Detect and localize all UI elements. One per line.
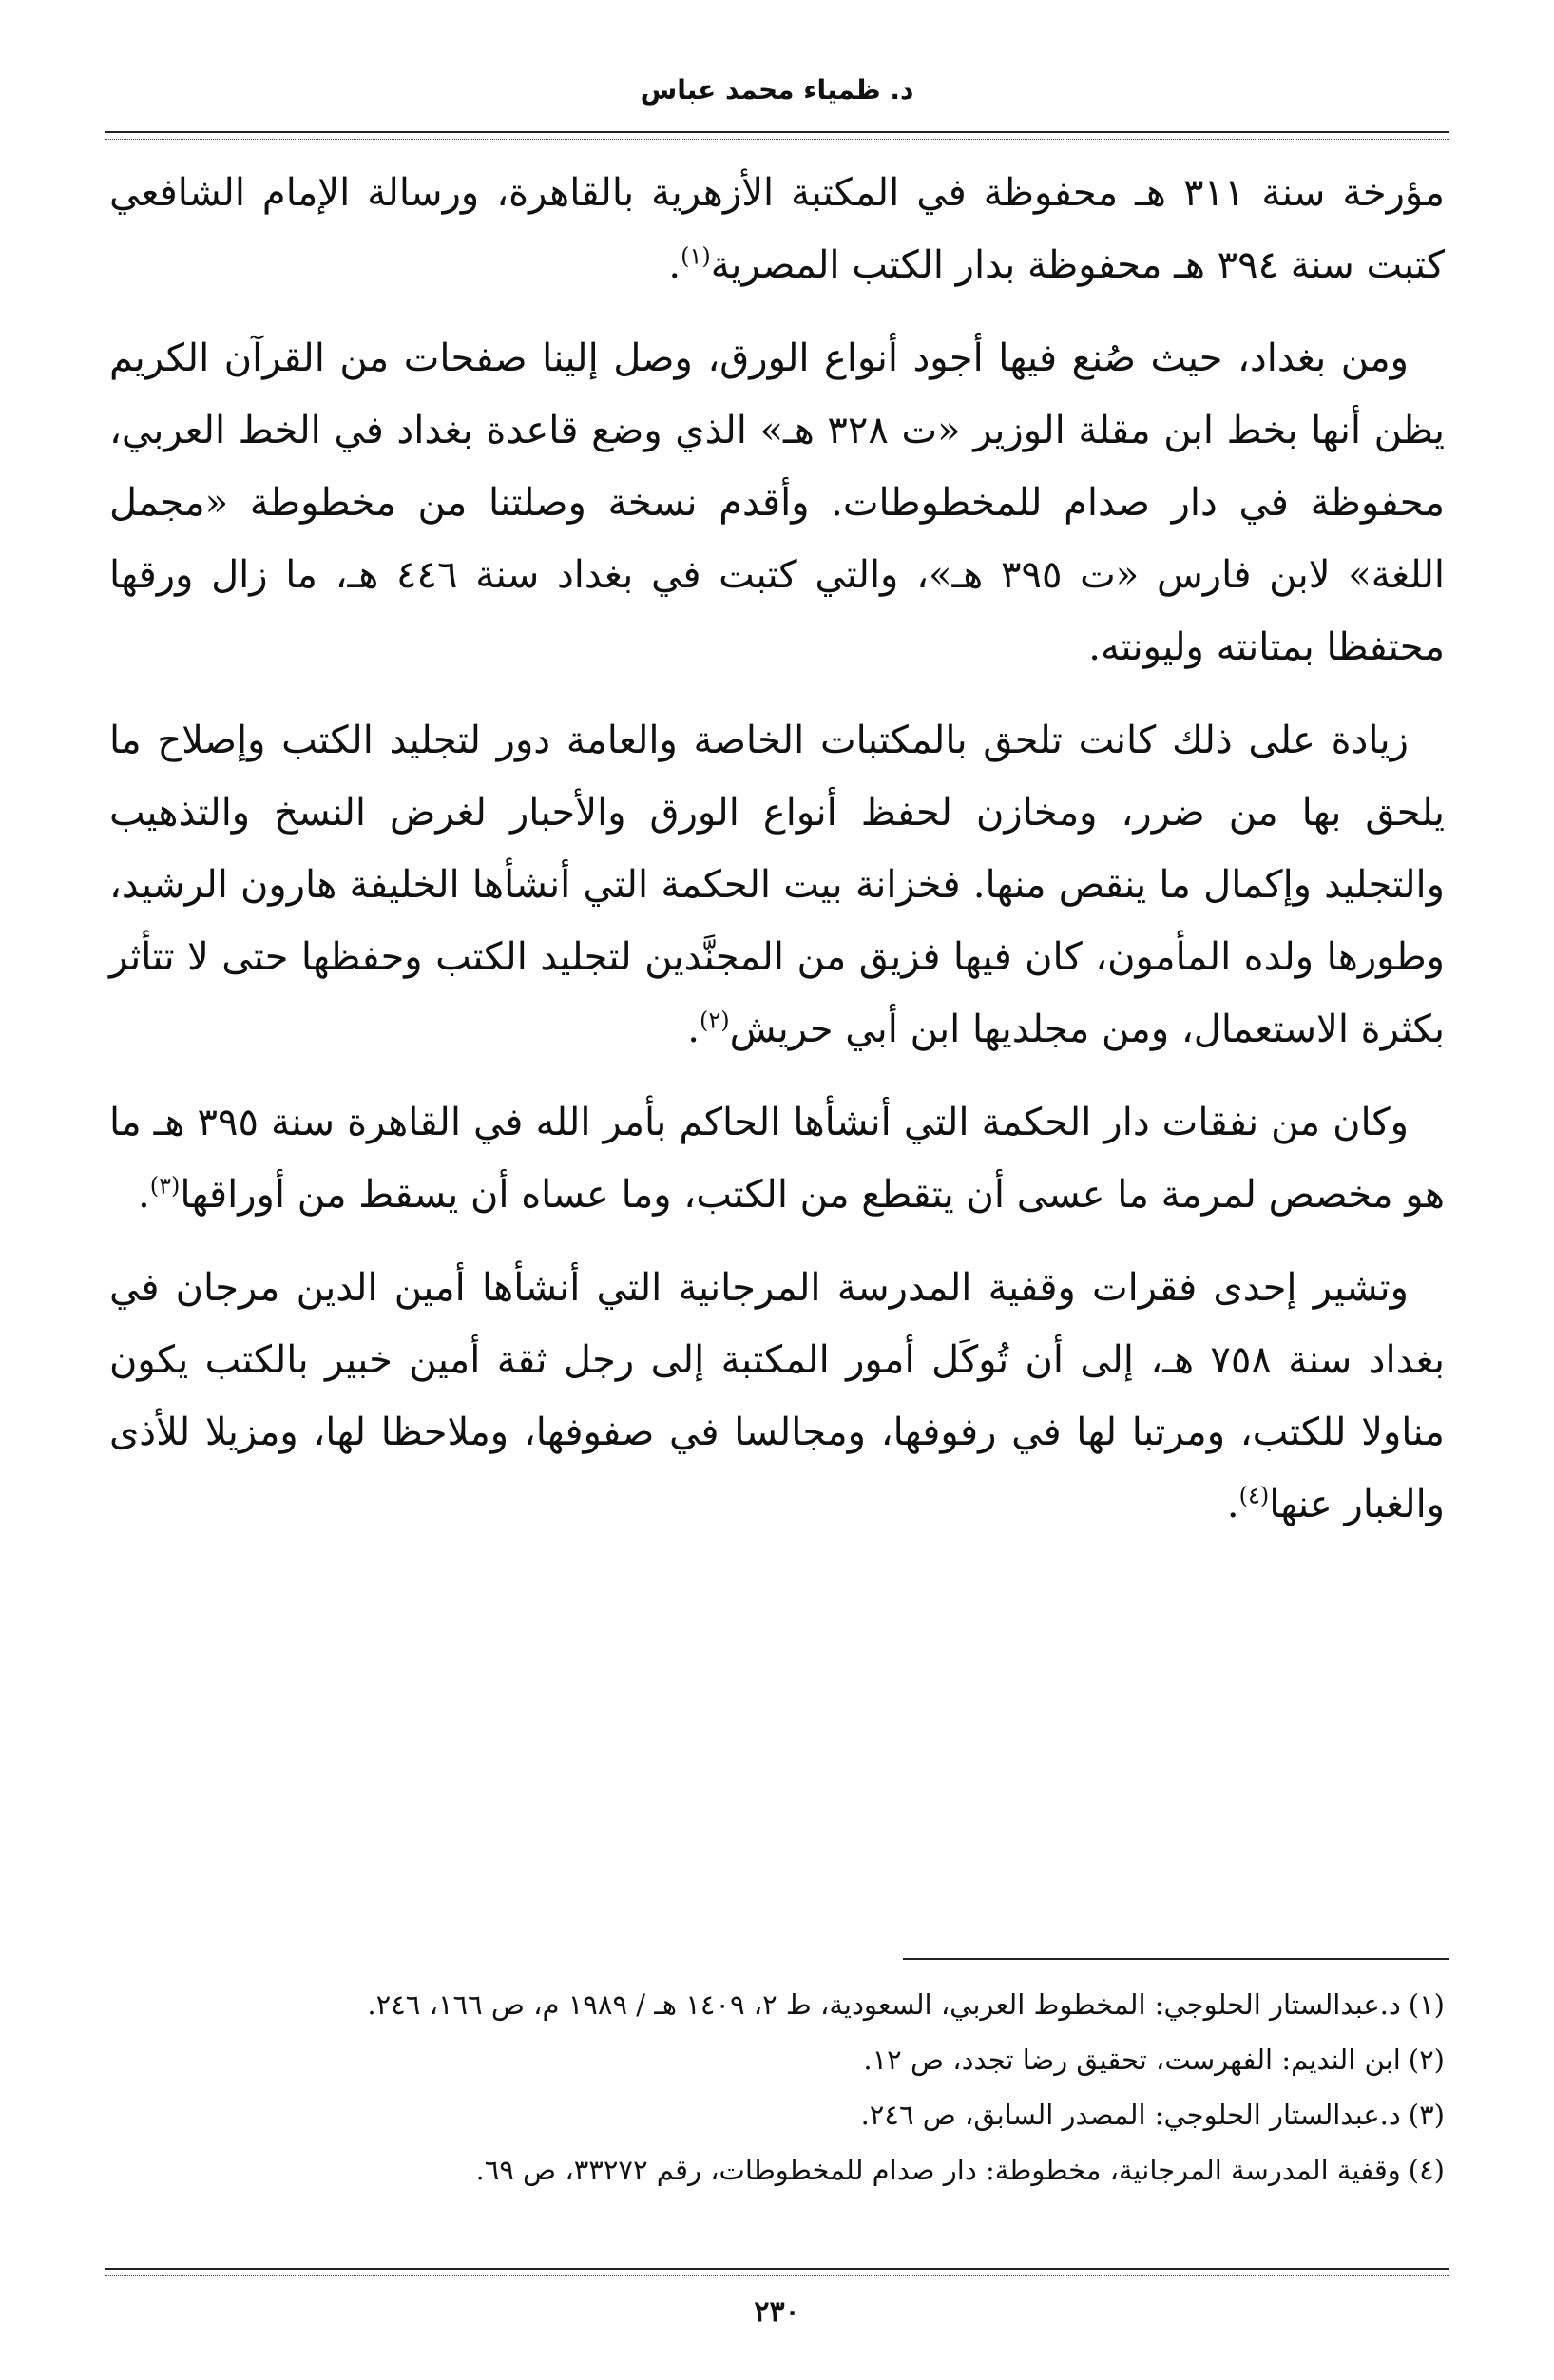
footnote-ref: (٤): [1238, 1482, 1270, 1509]
footnote: [109, 2087, 1445, 2142]
footnote-text: د.عبدالستار الحلوجي: المخطوط العربي، السعودية، ط ٢، ١٤٠٩ هـ / ١٩٨٩ م، ص ١٦٦، ٢٤٦.: [367, 1988, 1401, 2021]
footnote-text: ابن النديم: الفهرست، تحقيق رضا تجدد، ص ١٢.: [863, 2044, 1401, 2076]
paragraph-end: .: [138, 1173, 150, 1217]
footnote-separator: [903, 1958, 1449, 1960]
running-header: د. ظمياء محمد عباس: [640, 74, 914, 106]
body-text: [109, 157, 1445, 1562]
footnote-text: د.عبدالستار الحلوجي: المصدر السابق، ص ٢٤٦.: [860, 2099, 1401, 2131]
paragraph: [109, 322, 1445, 683]
footnote-number: (٢): [1408, 2044, 1445, 2076]
footnote-number: (١): [1408, 1988, 1445, 2021]
paragraph-text: زيادة على ذلك كانت تلحق بالمكتبات الخاصة والعامة دور لتجليد الكتب وإصلاح ما يلحق بها من ضرر، ومخازن لحفظ أنواع الورق والأحبار لغرض النسخ والتذهيب والتجليد وإكمال ما ينقص منها. فخزانة بيت الحكمة التي أنشأها الخليفة هارون الرشيد، وطورها ولده المأمون، كان فيها فزيق من المجنَّدين لتجليد الكتب وحفظها حتى لا تتأثر بكثرة الاستعمال، ومن مجلديها ابن أبي حريش: [109, 719, 1445, 1051]
footnote: [109, 2142, 1445, 2198]
header-rule: [105, 131, 1449, 140]
paragraph-text: وتشير إحدى فقرات وقفية المدرسة المرجانية التي أنشأها أمين الدين مرجان في بغداد سنة ٧٥٨ هـ، إلى أن تُوكَل أمور المكتبة إلى رجل ثقة أمين خبير بالكتب يكون مناولا للكتب، ومرتبا لها في رفوفها، ومجالسا في صفوفها، وملاحظا لها، ومزيلا للأذى والغبار عنها: [109, 1266, 1445, 1526]
footnote-text: وقفية المدرسة المرجانية، مخطوطة: دار صدام للمخطوطات، رقم ٣٣٢٧٢، ص ٦٩.: [475, 2154, 1401, 2186]
footnote-number: (٤): [1408, 2154, 1445, 2186]
footnote-ref: (٢): [700, 1007, 730, 1034]
page-number: ٢٣٠: [754, 2295, 800, 2329]
paragraph: [109, 704, 1445, 1065]
paragraph: [109, 1086, 1445, 1231]
paragraph-end: .: [1226, 1483, 1239, 1526]
footnote-ref: (٣): [149, 1172, 181, 1200]
footnote-ref: (١): [681, 242, 711, 270]
paragraph: [109, 157, 1445, 301]
paragraph-text: ومن بغداد، حيث صُنع فيها أجود أنواع الورق، وصل إلينا صفحات من القرآن الكريم يظن أنها بخط ابن مقلة الوزير «ت ٣٢٨ هـ» الذي وضع قاعدة بغداد في الخط العربي، محفوظة في دار صدام للمخطوطات. وأقدم نسخة وصلتنا من مخطوطة «مجمل اللغة» لابن فارس «ت ٣٩٥ هـ»، والتي كتبت في بغداد سنة ٤٤٦ هـ، ما زال ورقها محتفظا بمتانته وليونته.: [109, 336, 1446, 669]
paragraph-end: .: [668, 243, 681, 287]
footnote-number: (٣): [1408, 2099, 1445, 2131]
footnote: [109, 1977, 1445, 2032]
paragraph-text: مؤرخة سنة ٣١١ هـ محفوظة في المكتبة الأزهرية بالقاهرة، ورسالة الإمام الشافعي كتبت سنة ٣٩٤ هـ محفوظة بدار الكتب المصرية: [109, 171, 1445, 287]
paragraph-text: وكان من نفقات دار الحكمة التي أنشأها الحاكم بأمر الله في القاهرة سنة ٣٩٥ هـ ما هو مخصص لمرمة ما عسى أن يتقطع من الكتب، وما عساه أن يسقط من أوراقها: [109, 1101, 1445, 1217]
paragraph: [109, 1252, 1445, 1541]
paragraph-end: .: [687, 1008, 700, 1051]
footer-rule: [105, 2268, 1449, 2276]
footnotes: [109, 1977, 1445, 2198]
footnote: [109, 2032, 1445, 2087]
